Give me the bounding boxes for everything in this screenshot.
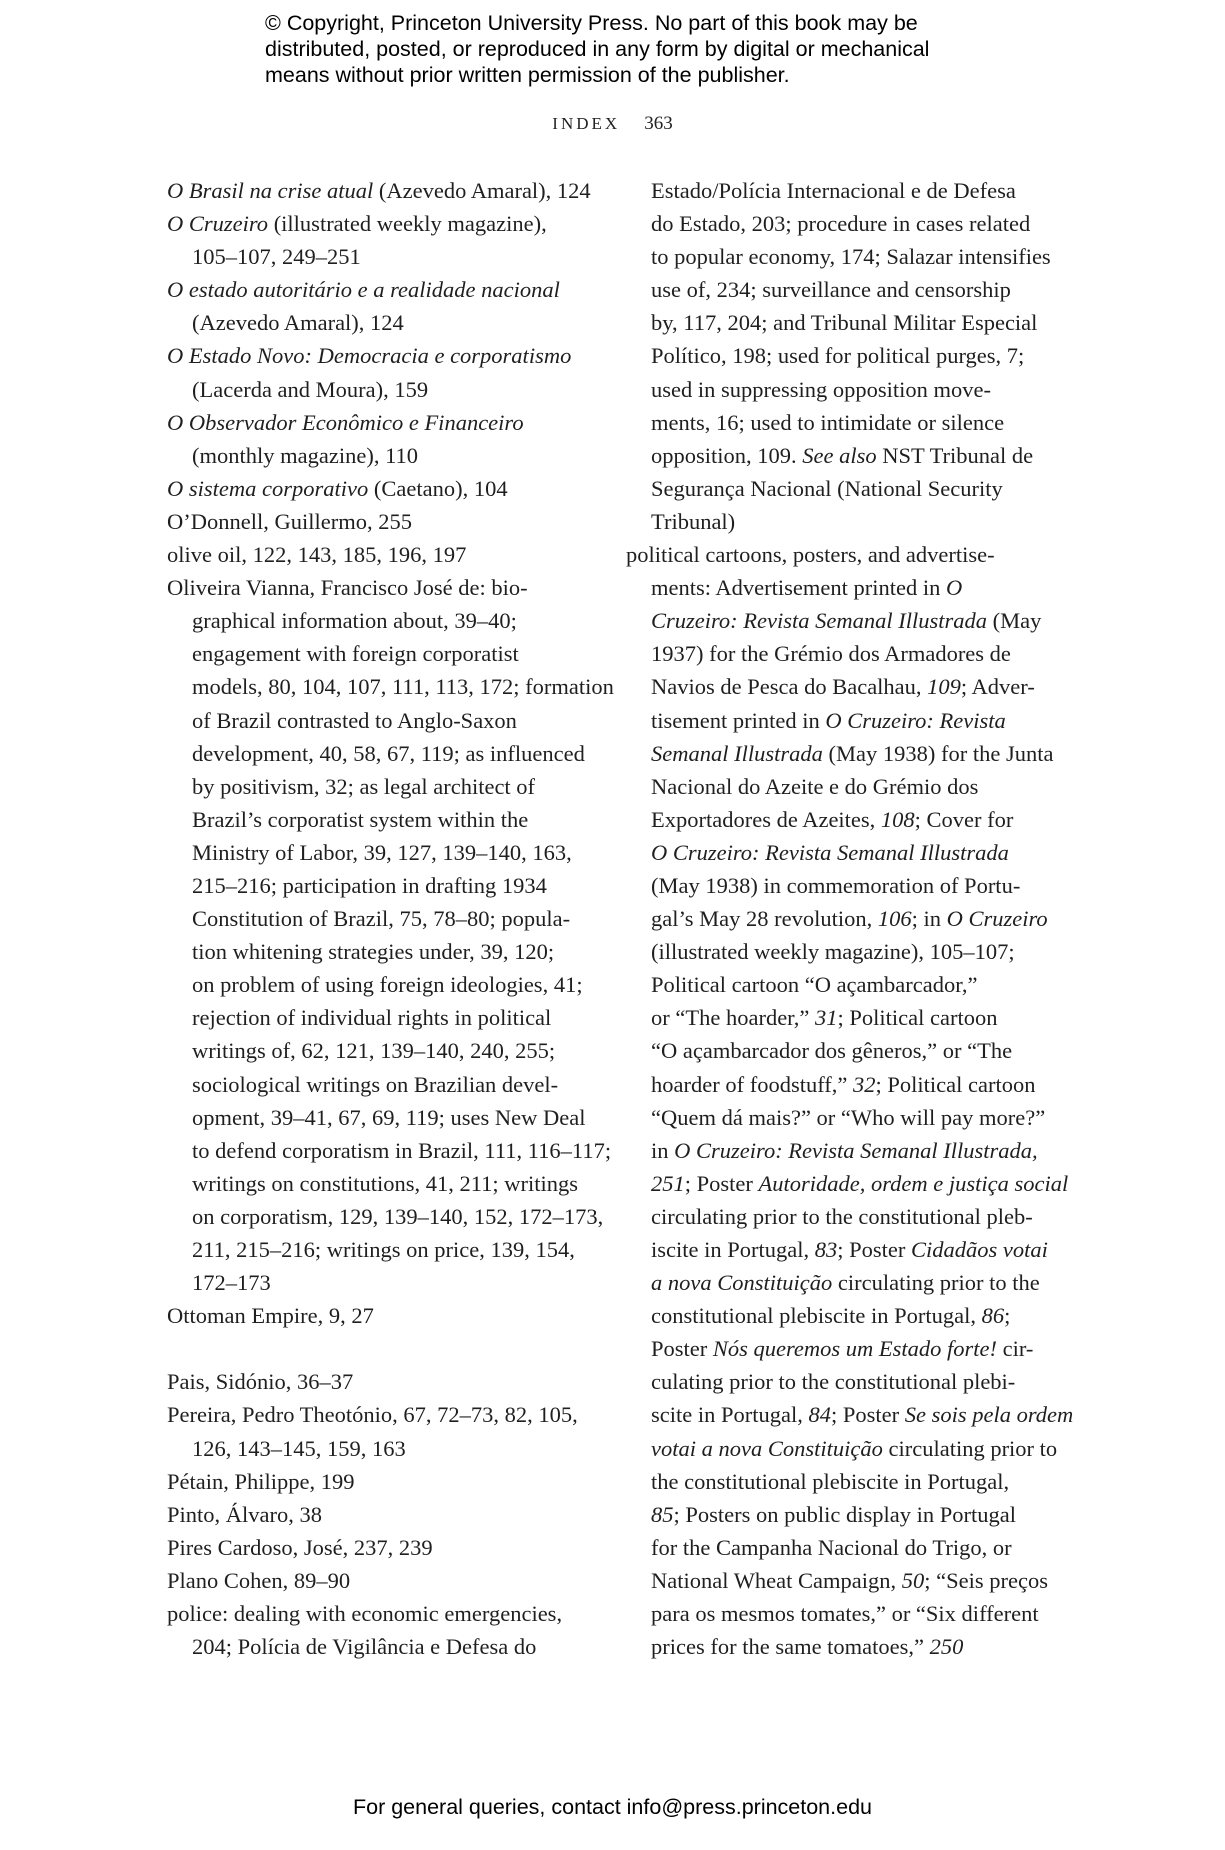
copyright-line: © Copyright, Princeton University Press. No part of this book may be: [265, 11, 918, 35]
entry-text: Ottoman Empire, 9, 27: [167, 1303, 374, 1329]
entry-text: circulating prior to the constitutional pleb-: [651, 1203, 1033, 1229]
italic-title: O Cruzeiro: [167, 211, 269, 237]
index-entry-continuation: [626, 869, 1046, 902]
entry-text: Plano Cohen, 89–90: [167, 1567, 351, 1593]
index-entry-continuation: [626, 505, 1046, 538]
entry-text: ; Political cartoon: [837, 1005, 998, 1031]
entry-text: scite in Portugal,: [651, 1402, 809, 1428]
entry-text: opment, 39–41, 67, 69, 119; uses New Deal: [192, 1104, 586, 1130]
entry-text: political cartoons, posters, and advertise-: [626, 542, 995, 568]
italic-title: O sistema corporativo: [167, 475, 369, 501]
index-entry-continuation: [626, 670, 1046, 703]
index-column-right: [626, 174, 1074, 1663]
index-entry: [167, 505, 587, 538]
entry-text: Poster: [651, 1336, 713, 1362]
index-entry-continuation: [626, 637, 1046, 670]
italic-title: 84: [808, 1402, 831, 1428]
entry-text: (illustrated weekly magazine),: [268, 211, 547, 237]
index-entry-continuation: [626, 1134, 1046, 1167]
entry-text: tisement printed in: [651, 707, 826, 733]
entry-text: used in suppressing opposition move-: [651, 376, 991, 402]
entry-text: ;: [1004, 1303, 1011, 1329]
entry-text: 105–107, 249–251: [192, 244, 361, 270]
index-entry-continuation: [167, 439, 587, 472]
italic-title: Semanal Illustrada: [651, 740, 823, 766]
entry-text: (Azevedo Amaral), 124: [373, 178, 591, 203]
entry-text: on corporatism, 129, 139–140, 152, 172–173,: [192, 1203, 604, 1229]
entry-text: to defend corporatism in Brazil, 111, 116–117;: [192, 1137, 612, 1163]
index-entry: [167, 339, 587, 372]
entry-text: Pais, Sidónio, 36–37: [167, 1369, 354, 1395]
index-entry: [167, 174, 591, 207]
entry-text: Brazil’s corporatist system within the: [192, 806, 529, 832]
italic-title: O Cruzeiro: Revista Semanal Illustrada: [651, 839, 1009, 865]
index-entry-continuation: [167, 1101, 587, 1134]
index-entry-continuation: [626, 1498, 1046, 1531]
entry-text: use of, 234; surveillance and censorship: [651, 277, 1011, 303]
entry-text: culating prior to the constitutional plebi-: [651, 1369, 1016, 1395]
index-entry-continuation: [626, 836, 1046, 869]
entry-text: ments: Advertisement printed in: [651, 575, 946, 601]
entry-text: “O açambarcador dos gêneros,” or “The: [651, 1038, 1013, 1064]
entry-text: the constitutional plebiscite in Portugal,: [651, 1468, 1010, 1494]
italic-title: O estado autoritário e a realidade nacional: [167, 277, 560, 303]
italic-title: votai a nova Constituição: [651, 1435, 883, 1461]
index-entry-continuation: [167, 1068, 587, 1101]
index-entry-continuation: [167, 1432, 587, 1465]
entry-text: sociological writings on Brazilian devel-: [192, 1071, 559, 1097]
index-entry: [167, 207, 587, 240]
entry-text: writings on constitutions, 41, 211; writings: [192, 1170, 579, 1196]
index-entry-continuation: [626, 1266, 1046, 1299]
entry-text: ; Cover for: [914, 806, 1014, 832]
index-entry-continuation: [626, 1034, 1046, 1067]
entry-text: cir-: [997, 1336, 1034, 1362]
index-entry-continuation: [626, 935, 1046, 968]
entry-text: for the Campanha Nacional do Trigo, or: [651, 1534, 1012, 1560]
italic-title: 250: [929, 1634, 964, 1660]
entry-text: graphical information about, 39–40;: [192, 608, 517, 634]
running-head-title: INDEX: [552, 114, 621, 133]
entry-text: 126, 143–145, 159, 163: [192, 1435, 406, 1461]
index-entry: [167, 1299, 587, 1332]
entry-text: ; “Seis preços: [924, 1567, 1048, 1593]
entry-text: NST Tribunal de: [876, 442, 1034, 468]
italic-title: 31: [815, 1005, 838, 1031]
entry-text: Ministry of Labor, 39, 127, 139–140, 163,: [192, 839, 572, 865]
italic-title: O Cruzeiro: Revista: [825, 707, 1006, 733]
entry-text: Oliveira Vianna, Francisco José de: bio-: [167, 575, 528, 601]
index-entry-continuation: [626, 439, 1046, 472]
index-entry-continuation: [167, 935, 587, 968]
italic-title: O Brasil na crise atual: [167, 178, 374, 203]
entry-text: by positivism, 32; as legal architect of: [192, 773, 536, 799]
index-entry: [167, 1365, 587, 1398]
entry-text: constitutional plebiscite in Portugal,: [651, 1303, 982, 1329]
index-entry-continuation: [167, 1001, 587, 1034]
italic-title: 83: [814, 1237, 838, 1262]
entry-text: ; Poster: [837, 1237, 911, 1262]
index-entry-continuation: [626, 1233, 1046, 1266]
copyright-notice: [265, 10, 1025, 88]
italic-title: O Estado Novo: Democracia e corporatismo: [167, 343, 572, 369]
entry-text: (May 1938) in commemoration of Portu-: [651, 872, 1021, 898]
entry-text: 204; Polícia de Vigilância e Defesa do: [192, 1634, 537, 1660]
entry-text: Pires Cardoso, José, 237, 239: [167, 1534, 433, 1560]
copyright-line: means without prior written permission of the publisher.: [265, 63, 790, 87]
entry-text: para os mesmos tomates,” or “Six different: [651, 1601, 1039, 1627]
italic-title: 109: [927, 674, 961, 700]
index-entry-continuation: [167, 704, 587, 737]
index-entry-continuation: [626, 273, 1046, 306]
index-entry-continuation: [626, 1465, 1046, 1498]
index-entry-continuation: [167, 1233, 587, 1266]
italic-title: O: [945, 575, 963, 601]
index-entry-continuation: [167, 968, 587, 1001]
italic-title: Autoridade, ordem e justiça social: [758, 1170, 1069, 1196]
entry-text: “Quem dá mais?” or “Who will pay more?”: [651, 1104, 1046, 1130]
index-entry-continuation: [626, 1299, 1046, 1332]
entry-text: Político, 198; used for political purges, 7;: [651, 343, 1025, 369]
index-entry-continuation: [626, 1432, 1058, 1465]
entry-text: or “The hoarder,”: [651, 1005, 816, 1031]
index-entry-continuation: [167, 902, 587, 935]
entry-text: do Estado, 203; procedure in cases related: [651, 211, 1031, 237]
index-entry-continuation: [167, 803, 587, 836]
index-entry-continuation: [626, 902, 1046, 935]
index-entry: [167, 472, 587, 505]
index-entry-continuation: [167, 1134, 612, 1167]
footer-contact: For general queries, contact info@press.princeton.edu: [352, 1795, 872, 1819]
index-entry-continuation: [626, 1597, 1046, 1630]
entry-text: ; Poster: [830, 1402, 905, 1428]
entry-text: engagement with foreign corporatist: [192, 641, 519, 667]
italic-title: 86: [981, 1303, 1005, 1329]
index-entry-continuation: [626, 174, 1046, 207]
index-entry-continuation: [167, 1167, 587, 1200]
index-entry: [167, 538, 587, 571]
italic-title: 106: [877, 906, 912, 932]
index-entry: [626, 538, 1046, 571]
index-entry: [167, 571, 587, 604]
entry-text: 1937) for the Grémio dos Armadores de: [651, 641, 1011, 667]
index-entry-continuation: [626, 604, 1046, 637]
entry-text: hoarder of foodstuff,”: [651, 1071, 854, 1097]
entry-text: 211, 215–216; writings on price, 139, 154,: [192, 1237, 575, 1262]
entry-text: writings of, 62, 121, 139–140, 240, 255;: [192, 1038, 556, 1064]
entry-text: circulating prior to: [882, 1435, 1058, 1461]
italic-title: See also: [802, 442, 877, 468]
italic-title: 32: [853, 1071, 876, 1097]
italic-title: Se sois pela ordem: [904, 1402, 1074, 1428]
italic-title: 85: [651, 1501, 674, 1527]
italic-title: Cidadãos votai: [911, 1237, 1048, 1262]
entry-text: by, 117, 204; and Tribunal Militar Especial: [651, 310, 1038, 336]
entry-text: olive oil, 122, 143, 185, 196, 197: [167, 542, 467, 568]
index-entry-continuation: [626, 1068, 1046, 1101]
italic-title: 251: [651, 1170, 685, 1196]
entry-text: ; in: [911, 906, 947, 932]
italic-title: O Observador Econômico e Financeiro: [167, 409, 524, 435]
entry-text: (May: [987, 608, 1042, 634]
italic-title: 108: [880, 806, 915, 832]
index-column-left: [167, 174, 614, 1663]
index-entry-continuation: [626, 1167, 1069, 1200]
index-entry-continuation: [626, 306, 1046, 339]
index-entry-continuation: [626, 373, 1046, 406]
italic-title: a nova Constituição: [651, 1270, 833, 1296]
entry-text: Segurança Nacional (National Security: [651, 475, 1003, 501]
index-entry-continuation: [167, 240, 587, 273]
entry-text: ; Adver-: [960, 674, 1035, 700]
copyright-line: distributed, posted, or reproduced in any form by digital or mechanical: [265, 37, 930, 61]
entry-text: 172–173: [192, 1270, 271, 1296]
entry-text: on problem of using foreign ideologies, 41;: [192, 972, 583, 998]
entry-text: gal’s May 28 revolution,: [651, 906, 878, 932]
entry-text: ; Posters on public display in Portugal: [673, 1501, 1016, 1527]
entry-text: (monthly magazine), 110: [192, 442, 418, 468]
index-entry-continuation: [167, 1034, 587, 1067]
index-entry-continuation: [626, 1332, 1046, 1365]
index-entry-continuation: [626, 1200, 1046, 1233]
entry-text: Tribunal): [651, 508, 736, 534]
index-entry-continuation: [167, 737, 587, 770]
entry-text: (May 1938) for the Junta: [822, 740, 1054, 766]
entry-text: of Brazil contrasted to Anglo-Saxon: [192, 707, 517, 733]
index-entry-continuation: [167, 770, 587, 803]
italic-title: Cruzeiro: Revista Semanal Illustrada: [651, 608, 988, 634]
index-entry-continuation: [626, 968, 1046, 1001]
index-entry-continuation: [167, 306, 587, 339]
index-entry: [167, 1531, 587, 1564]
entry-text: in: [651, 1137, 675, 1163]
index-entry-continuation: [626, 1001, 1046, 1034]
index-entry-continuation: [626, 1630, 1046, 1663]
index-entry-continuation: [167, 1200, 604, 1233]
index-entry-continuation: [626, 704, 1046, 737]
index-entry-continuation: [626, 406, 1046, 439]
index-entry-continuation: [626, 207, 1046, 240]
entry-text: police: dealing with economic emergencies,: [167, 1601, 563, 1627]
index-entry-continuation: [167, 1630, 587, 1663]
index-entry-continuation: [167, 836, 587, 869]
entry-text: (Azevedo Amaral), 124: [192, 310, 404, 336]
index-entry-continuation: [626, 770, 1046, 803]
entry-text: prices for the same tomatoes,”: [651, 1634, 930, 1660]
entry-text: Estado/Polícia Internacional e de Defesa: [651, 178, 1016, 203]
entry-text: Political cartoon “O açambarcador,”: [651, 972, 978, 998]
italic-title: Nós queremos um Estado forte!: [712, 1336, 998, 1362]
index-entry: [167, 1498, 587, 1531]
entry-text: National Wheat Campaign,: [651, 1567, 902, 1593]
entry-text: tion whitening strategies under, 39, 120;: [192, 939, 555, 965]
page-number: 363: [644, 113, 673, 134]
index-entry-continuation: [167, 637, 587, 670]
entry-text: rejection of individual rights in political: [192, 1005, 552, 1031]
entry-group-spacer: [167, 1332, 587, 1365]
index-entry-continuation: [626, 339, 1046, 372]
index-entry-continuation: [626, 472, 1046, 505]
entry-text: Pinto, Álvaro, 38: [167, 1501, 322, 1527]
entry-text: Pétain, Philippe, 199: [167, 1468, 355, 1494]
entry-text: Exportadores de Azeites,: [651, 806, 881, 832]
entry-text: models, 80, 104, 107, 111, 113, 172; formation: [192, 674, 614, 700]
index-entry-continuation: [626, 571, 1046, 604]
entry-text: O’Donnell, Guillermo, 255: [167, 508, 412, 534]
entry-text: 215–216; participation in drafting 1934: [192, 872, 547, 898]
index-entry-continuation: [167, 869, 587, 902]
italic-title: 50: [901, 1567, 925, 1593]
index-entry-continuation: [167, 670, 614, 703]
index-entry: [167, 406, 587, 439]
index-entry-continuation: [626, 240, 1051, 273]
italic-title: O Cruzeiro: [946, 906, 1048, 932]
index-entry-continuation: [167, 1266, 587, 1299]
index-entry: [167, 1398, 587, 1431]
index-entry: [167, 1564, 587, 1597]
running-head: [0, 113, 1225, 135]
entry-text: (Lacerda and Moura), 159: [192, 376, 429, 402]
index-entry-continuation: [167, 604, 587, 637]
index-entry: [167, 1465, 587, 1498]
entry-text: ; Political cartoon: [875, 1071, 1036, 1097]
index-entry-continuation: [626, 1365, 1046, 1398]
entry-text: ments, 16; used to intimidate or silence: [651, 409, 1005, 435]
index-entry-continuation: [626, 803, 1046, 836]
entry-text: Pereira, Pedro Theotónio, 67, 72–73, 82, 105,: [167, 1402, 578, 1428]
index-entry-continuation: [626, 1531, 1046, 1564]
entry-text: Navios de Pesca do Bacalhau,: [651, 674, 928, 700]
index-entry-continuation: [626, 737, 1054, 770]
entry-text: opposition, 109.: [651, 442, 803, 468]
index-entry: [167, 1597, 587, 1630]
index-entry: [167, 273, 587, 306]
entry-text: (illustrated weekly magazine), 105–107;: [651, 939, 1015, 965]
entry-text: circulating prior to the: [832, 1270, 1040, 1296]
entry-text: ; Poster: [684, 1170, 759, 1196]
entry-text: (Caetano), 104: [368, 475, 508, 501]
index-entry-continuation: [626, 1398, 1074, 1431]
italic-title: O Cruzeiro: Revista Semanal Illustrada,: [674, 1137, 1038, 1163]
entry-text: Constitution of Brazil, 75, 78–80; popula-: [192, 906, 571, 932]
entry-text: Nacional do Azeite e do Grémio dos: [651, 773, 979, 799]
index-entry-continuation: [167, 373, 587, 406]
entry-text: to popular economy, 174; Salazar intensifies: [651, 244, 1051, 270]
index-entry-continuation: [626, 1101, 1046, 1134]
entry-text: development, 40, 58, 67, 119; as influenced: [192, 740, 585, 766]
entry-text: iscite in Portugal,: [651, 1237, 815, 1262]
index-entry-continuation: [626, 1564, 1046, 1597]
